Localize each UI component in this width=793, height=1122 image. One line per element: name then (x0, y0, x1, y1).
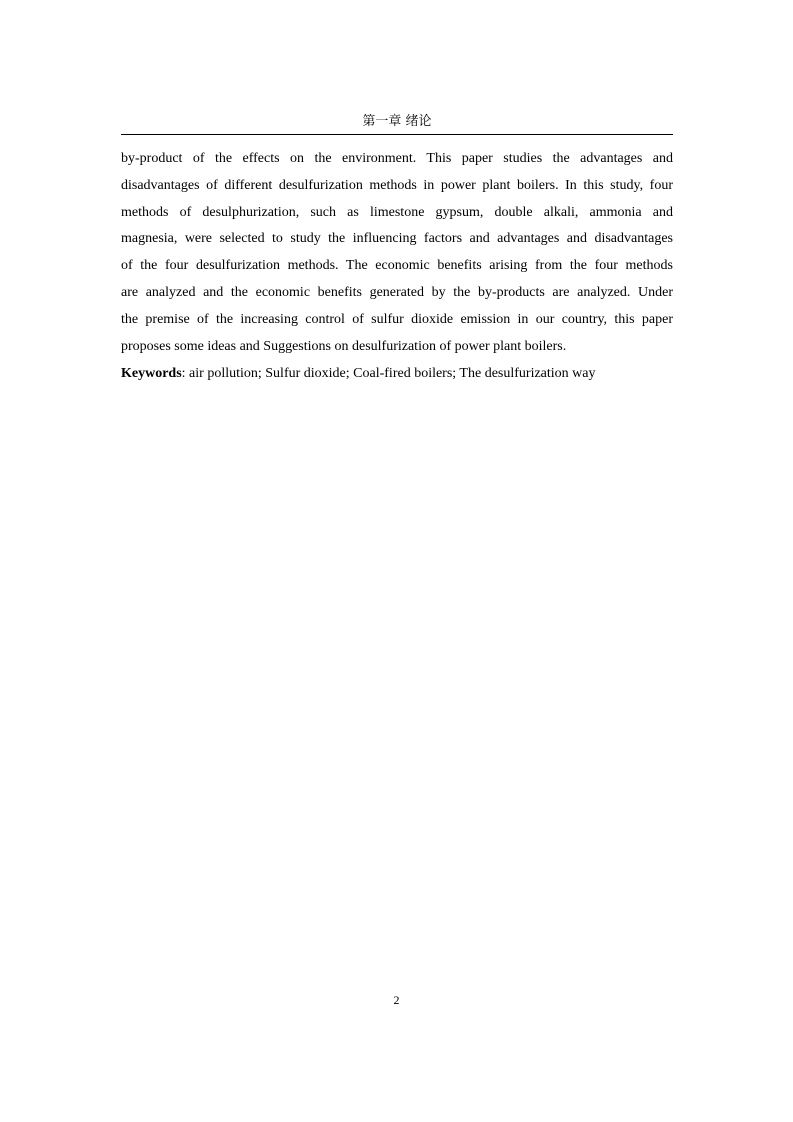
abstract-line: by-product of the effects on the environment. This paper studies the advantages and (121, 151, 673, 166)
abstract-line: proposes some ideas and Suggestions on desulfurization of power plant boilers. (121, 338, 567, 354)
chapter-title: 第一章 绪论 (362, 114, 432, 129)
keywords-text: : air pollution; Sulfur dioxide; Coal-fired boilers; The desulfurization way (181, 366, 596, 381)
abstract-line: the premise of the increasing control of sulfur dioxide emission in our country, this paper (121, 311, 673, 327)
abstract-line: of the four desulfurization methods. The economic benefits arising from the four methods (121, 258, 673, 274)
page-number: 2 (393, 993, 400, 1007)
running-header (121, 112, 673, 135)
abstract-line: disadvantages of different desulfurization methods in power plant boilers. In this study, four (121, 177, 673, 193)
abstract-paragraph (121, 146, 673, 360)
abstract-line: are analyzed and the economic benefits generated by the by-products are analyzed. Under (121, 284, 673, 300)
abstract-line: methods of desulphurization, such as limestone gypsum, double alkali, ammonia and (121, 204, 673, 220)
keywords-label: Keywords (121, 366, 182, 381)
keywords-line (121, 361, 673, 387)
abstract-line: magnesia, were selected to study the influencing factors and advantages and disadvantages (121, 231, 673, 247)
